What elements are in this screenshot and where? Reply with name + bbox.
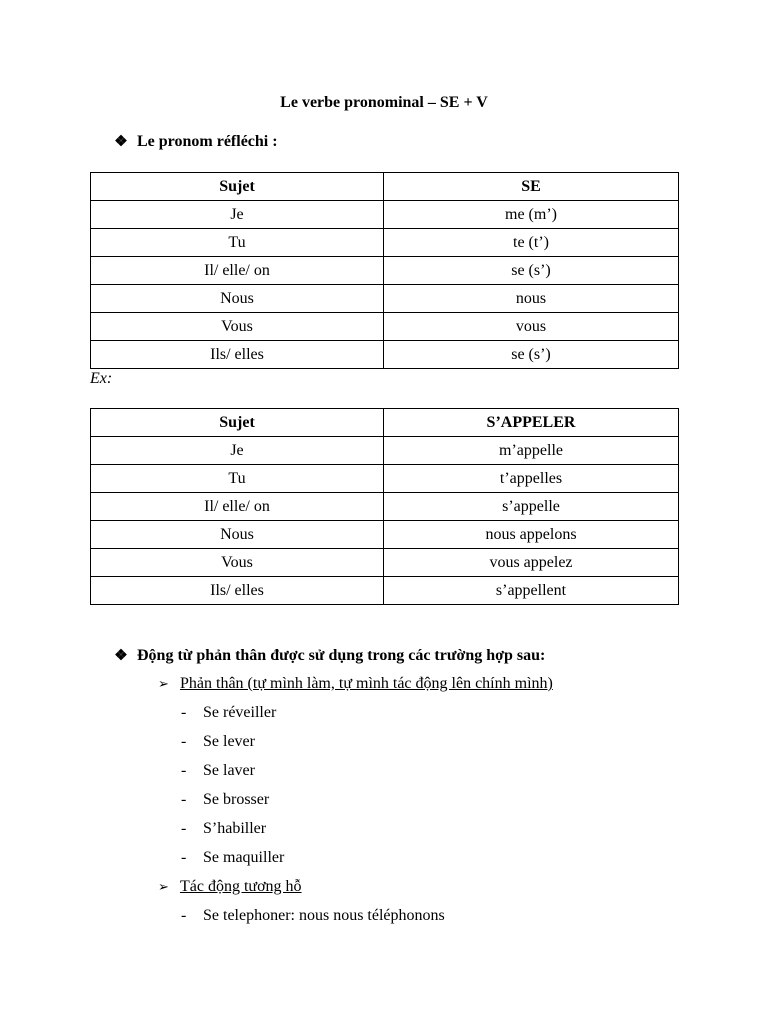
list-item-text: Se brosser xyxy=(203,791,270,808)
table-cell: nous appelons xyxy=(384,521,679,549)
list-item xyxy=(181,907,445,925)
table-row xyxy=(91,201,679,229)
table-cell: me (m’) xyxy=(384,201,679,229)
table-cell: Tu xyxy=(91,465,384,493)
table-header-cell: SE xyxy=(384,173,679,201)
dash-bullet: - xyxy=(181,791,187,808)
table-header-cell: Sujet xyxy=(91,409,384,437)
example-label: Ex: xyxy=(90,370,113,387)
arrow-bullet-icon: ➢ xyxy=(158,676,169,691)
table-cell: vous xyxy=(384,313,679,341)
list-item-text: Se telephoner: nous nous téléphonons xyxy=(203,907,445,924)
dash-bullet: - xyxy=(181,762,187,779)
table-row xyxy=(91,285,679,313)
table-header-cell: S’APPELER xyxy=(384,409,679,437)
table-cell: m’appelle xyxy=(384,437,679,465)
reflexive-pronoun-table xyxy=(90,172,679,369)
table-header-cell: Sujet xyxy=(91,173,384,201)
list-item-text: S’habiller xyxy=(203,820,267,837)
list-item-text: Se lever xyxy=(203,733,255,750)
table-cell: Ils/ elles xyxy=(91,577,384,605)
diamond-bullet-icon: ❖ xyxy=(114,648,128,664)
table-cell: Je xyxy=(91,437,384,465)
section-heading-text: Động từ phản thân được sử dụng trong các trường hợp sau: xyxy=(137,646,546,664)
table-cell: se (s’) xyxy=(384,341,679,369)
table-cell: nous xyxy=(384,285,679,313)
dash-bullet: - xyxy=(181,733,187,750)
list-item xyxy=(181,849,284,867)
table-cell: Il/ elle/ on xyxy=(91,493,384,521)
table-row xyxy=(91,493,679,521)
table-cell: Vous xyxy=(91,313,384,341)
table-cell: vous appelez xyxy=(384,549,679,577)
table-row xyxy=(91,549,679,577)
table-cell: Nous xyxy=(91,521,384,549)
table-cell: s’appelle xyxy=(384,493,679,521)
list-item xyxy=(181,704,276,722)
table-header-row xyxy=(91,409,679,437)
table-cell: Il/ elle/ on xyxy=(91,257,384,285)
page-title: Le verbe pronominal – SE + V xyxy=(280,94,488,111)
list-item-text: Se réveiller xyxy=(203,704,277,721)
subheading-reciprocal xyxy=(158,878,302,896)
list-item xyxy=(181,762,255,780)
table-cell: Je xyxy=(91,201,384,229)
table-cell: Ils/ elles xyxy=(91,341,384,369)
table-cell: Vous xyxy=(91,549,384,577)
list-item xyxy=(181,791,269,809)
list-item xyxy=(181,733,255,751)
table-row xyxy=(91,313,679,341)
table-cell: Nous xyxy=(91,285,384,313)
section-heading-usage-cases xyxy=(113,646,545,665)
dash-bullet: - xyxy=(181,820,187,837)
table-row xyxy=(91,229,679,257)
list-item-text: Se maquiller xyxy=(203,849,285,866)
list-item xyxy=(181,820,266,838)
table-row xyxy=(91,577,679,605)
table-header-row xyxy=(91,173,679,201)
dash-bullet: - xyxy=(181,849,187,866)
table-row xyxy=(91,257,679,285)
table-row xyxy=(91,437,679,465)
sappeler-conjugation-table xyxy=(90,408,679,605)
table-cell: te (t’) xyxy=(384,229,679,257)
table-row xyxy=(91,465,679,493)
section-heading-reflexive-pronoun xyxy=(113,132,278,151)
dash-bullet: - xyxy=(181,704,187,721)
table-cell: se (s’) xyxy=(384,257,679,285)
diamond-bullet-icon: ❖ xyxy=(114,134,128,150)
dash-bullet: - xyxy=(181,907,187,924)
subheading-text: Tác động tương hỗ xyxy=(180,878,302,895)
arrow-bullet-icon: ➢ xyxy=(158,879,169,894)
subheading-reflexive xyxy=(158,675,553,693)
section-heading-text: Le pronom réfléchi : xyxy=(137,132,278,150)
table-row xyxy=(91,521,679,549)
list-item-text: Se laver xyxy=(203,762,255,779)
subheading-text: Phản thân (tự mình làm, tự mình tác động lên chính mình) xyxy=(180,675,553,692)
table-cell: t’appelles xyxy=(384,465,679,493)
table-cell: s’appellent xyxy=(384,577,679,605)
table-cell: Tu xyxy=(91,229,384,257)
table-row xyxy=(91,341,679,369)
